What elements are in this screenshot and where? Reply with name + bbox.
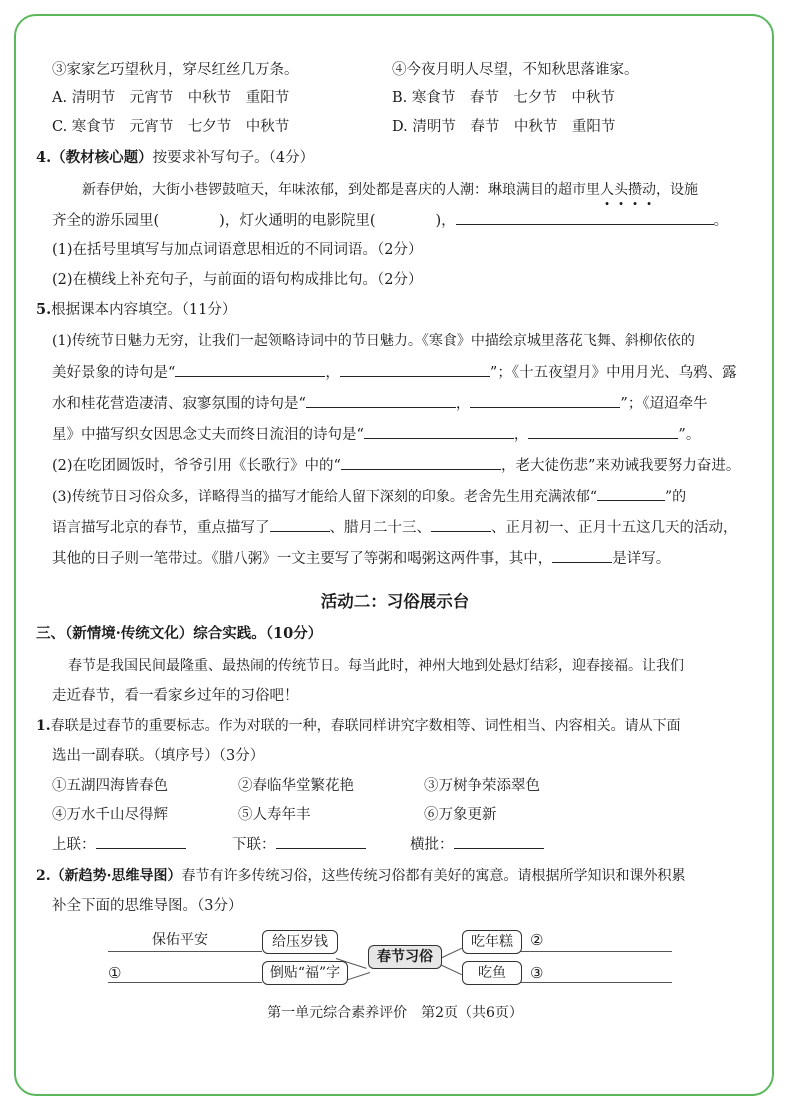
flavor-blank[interactable]	[597, 486, 665, 501]
q5-s3f: 其他的日子则一笔带过。《腊八粥》一文主要写了等粥和喝粥这两件事，其中，	[52, 551, 553, 567]
q5-s1f: 星》中描写织女因思念丈夫而终日流泪的诗句是“	[52, 427, 364, 443]
detail-blank[interactable]	[552, 548, 612, 563]
poem-blank-4[interactable]	[470, 393, 620, 408]
lower-label: 下联：	[232, 837, 276, 853]
horizontal-row	[410, 834, 544, 855]
q4-number: 4.	[36, 149, 52, 166]
option-a[interactable]: A. 清明节 元宵节 中秋节 重阳节	[52, 90, 290, 106]
q2-line1	[36, 866, 686, 886]
q5-s3-line3	[52, 548, 670, 569]
dotted-char: 动	[642, 182, 656, 198]
q1-line1	[36, 716, 681, 736]
q4-passage-c4: 。	[713, 213, 729, 229]
q5-s1g: ”。	[678, 427, 701, 443]
couplet-choice-5: ⑤人寿年丰	[238, 807, 311, 823]
upper-blank[interactable]	[96, 834, 186, 849]
q5-s3d: 、腊月二十三、	[329, 520, 431, 536]
q4-passage-line2	[52, 210, 728, 231]
comma: ，	[325, 365, 340, 381]
q4-passage-line1	[82, 180, 698, 200]
dotted-char: 头	[614, 182, 628, 198]
lower-blank[interactable]	[276, 834, 366, 849]
couplet-choice-2: ②春临华堂繁花艳	[238, 778, 354, 794]
q5-s2	[52, 455, 740, 476]
activity-title: 活动二：习俗展示台	[320, 592, 470, 611]
mm-line-left-top	[108, 951, 262, 952]
poem-blank-3[interactable]	[306, 393, 456, 408]
mm-blank-2[interactable]: ②	[530, 931, 544, 949]
mm-node-right-top: 吃年糕	[462, 930, 522, 954]
q4-passage-c2: )，灯火通明的电影院里(	[219, 213, 376, 229]
q4-sub1: (1)在括号里填写与加点词语意思相近的不同词语。（2分）	[52, 242, 423, 258]
answer-row	[52, 834, 186, 855]
q5-prompt: 根据课本内容填空。（11分）	[51, 302, 237, 318]
q5-s2a: (2)在吃团圆饭时，爷爷引用《长歌行》中的“	[52, 458, 341, 474]
option-d[interactable]: D. 清明节 春节 中秋节 重阳节	[392, 119, 616, 135]
q4-prompt: 按要求补写句子。（4分）	[152, 150, 315, 166]
option-c[interactable]: C. 寒食节 元宵节 七夕节 中秋节	[52, 119, 290, 135]
poem-3: ③家家乞巧望秋月，穿尽红丝几万条。	[52, 62, 299, 78]
mm-line-right-top	[520, 951, 672, 952]
q2-text-1: 春节有许多传统习俗，这些传统习俗都有美好的寓意。请根据所学知识和课外积累	[181, 868, 686, 884]
q5-s1-line2	[52, 362, 737, 383]
q4-passage-c3: )，	[435, 213, 456, 229]
q4-tag: （教材核心题）	[51, 149, 153, 166]
section-3-intro-1: 春节是我国民间最隆重、最热闹的传统节日。每当此时，神州大地到处悬灯结彩，迎春接福。让我们	[68, 658, 684, 674]
option-b[interactable]: B. 寒食节 春节 七夕节 中秋节	[392, 90, 615, 106]
poem-blank-6[interactable]	[528, 424, 678, 439]
q4-passage-c1: 齐全的游乐园里(	[52, 213, 160, 229]
poem-4: ④今夜月明人尽望，不知秋思落谁家。	[392, 62, 639, 78]
dotted-char: 攒	[628, 182, 642, 198]
mm-node-center: 春节习俗	[368, 945, 442, 969]
mm-blank-1[interactable]: ①	[108, 964, 122, 982]
q5-s2b: ，老大徒伤悲”来劝诫我要努力奋进。	[500, 458, 741, 474]
comma: ，	[513, 427, 529, 443]
upper-label: 上联：	[52, 837, 96, 853]
mm-node-left-top: 给压岁钱	[262, 930, 338, 954]
page-footer: 第一单元综合素养评价 第2页（共6页）	[267, 1005, 523, 1021]
section-3-intro-2: 走近春节，看一看家乡过年的习俗吧！	[52, 688, 299, 704]
q5-s3c: 语言描写北京的春节，重点描写了	[52, 520, 270, 536]
q4-passage-b: ，设施	[656, 182, 698, 198]
couplet-choice-4: ④万水千山尽得辉	[52, 807, 168, 823]
q5-s3-line1	[52, 486, 686, 507]
comma: ，	[455, 396, 471, 412]
q5-s3b: ”的	[665, 489, 687, 505]
q5-s1-line1: (1)传统节日魅力无穷，让我们一起领略诗词中的节日魅力。《寒食》中描绘京城里落花飞舞、斜柳依依的	[52, 333, 695, 349]
mm-line-left-bottom	[108, 982, 262, 983]
mm-blank-3[interactable]: ③	[530, 964, 544, 982]
poem-blank-1[interactable]	[175, 362, 325, 377]
couplet-choice-1: ①五湖四海皆春色	[52, 778, 168, 794]
horizontal-blank[interactable]	[454, 834, 544, 849]
couplet-choice-6: ⑥万象更新	[424, 807, 497, 823]
q2-tag: （新趋势·思维导图）	[50, 868, 182, 884]
q1-number: 1.	[36, 718, 51, 734]
q5-s1b: 美好景象的诗句是“	[52, 365, 176, 381]
poem-blank-5[interactable]	[364, 424, 514, 439]
section-3-heading: 三、（新情境·传统文化）综合实践。（10分）	[36, 625, 323, 642]
mm-node-right-bottom: 吃鱼	[462, 961, 522, 985]
horizontal-label: 横批：	[410, 837, 454, 853]
q5-s3-line2	[52, 517, 738, 538]
q5-heading	[36, 300, 236, 320]
mm-meaning-top-left: 保佑平安	[152, 932, 208, 948]
q1-line2: 选出一副春联。（填序号）（3分）	[52, 748, 265, 764]
couplet-choice-3: ③万树争荣添翠色	[424, 778, 540, 794]
q5-s1d: 水和桂花营造凄清、寂寥氛围的诗句是“	[52, 396, 306, 412]
q5-s3g: 是详写。	[612, 551, 671, 567]
mm-node-left-bottom: 倒贴“福”字	[262, 961, 348, 985]
q5-s1-line3	[52, 393, 708, 414]
q5-s3a: (3)传统节日习俗众多，详略得当的描写才能给人留下深刻的印象。老舍先生用充满浓郁“	[52, 489, 597, 505]
q1-text-1: 春联是过春节的重要标志。作为对联的一种，春联同样讲究字数相等、词性相当、内容相关。请从下面	[50, 718, 681, 734]
sentence-blank[interactable]	[456, 210, 714, 225]
q5-number: 5.	[36, 301, 52, 318]
day-blank-2[interactable]	[431, 517, 491, 532]
poem-blank-7[interactable]	[341, 455, 501, 470]
q5-s1-line4	[52, 424, 700, 445]
q4-passage-a: 新春伊始，大街小巷锣鼓喧天，年味浓郁，到处都是喜庆的人潮：琳琅满目的超市里	[82, 182, 600, 198]
day-blank-1[interactable]	[270, 517, 330, 532]
q5-s1e: ”；《迢迢牵牛	[620, 396, 708, 412]
q2-number: 2.	[36, 868, 51, 884]
q5-s1c: ”；《十五夜望月》中用月光、乌鸦、露	[489, 365, 737, 381]
q2-line2: 补全下面的思维导图。（3分）	[52, 898, 243, 914]
poem-blank-2[interactable]	[340, 362, 490, 377]
q5-s3e: 、正月初一、正月十五这几天的活动，	[491, 520, 738, 536]
q4-sub2: (2)在横线上补充句子，与前面的语句构成排比句。（2分）	[52, 272, 423, 288]
lower-row	[232, 834, 366, 855]
dotted-char: 人	[600, 182, 614, 198]
q4-heading	[36, 148, 314, 168]
